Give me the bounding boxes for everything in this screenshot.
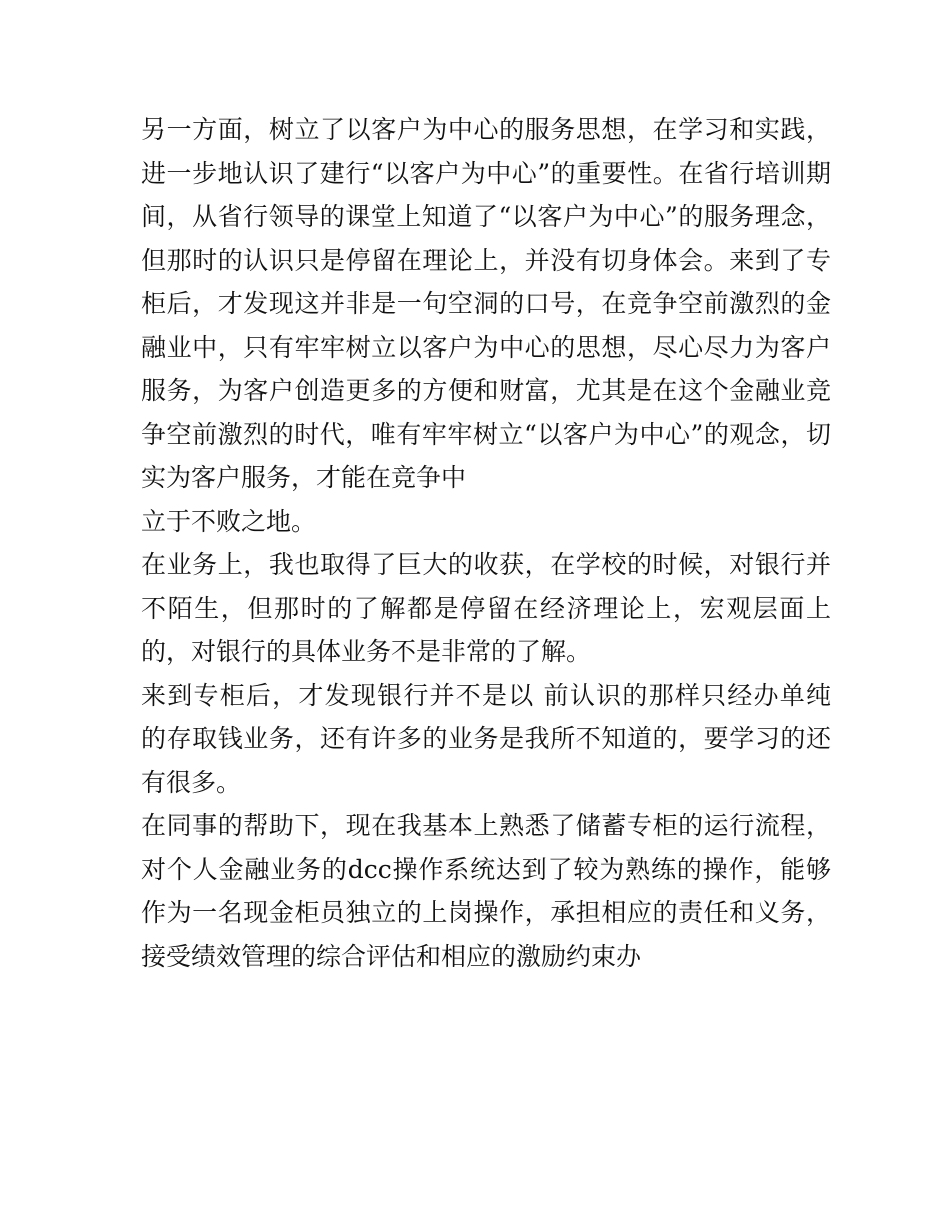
text-line: 融业中，只有牢牢树立以客户为中心的思想，尽心尽力为客户 [141,332,831,362]
text-line: 对个人金融业务的dcc操作系统达到了较为熟练的操作，能够 [141,854,831,884]
text-line: 柜后，才发现这并非是一句空洞的口号，在竞争空前激烈的金 [141,289,831,318]
text-line: 有很多。 [141,767,242,797]
text-line: 在同事的帮助下，现在我基本上熟悉了储蓄专柜的运行流程， [141,811,831,840]
text-line: 但那时的认识只是停留在理论上，并没有切身体会。来到了专 [141,245,831,275]
text-line: 来到专柜后，才发现银行并不是以 前认识的那样只经办单纯 [141,680,831,710]
text-line: 实为客户服务，才能在竞争中 [141,463,467,492]
document-body [141,108,831,978]
text-line: 另一方面，树立了以客户为中心的服务思想，在学习和实践， [141,115,831,144]
text-line: 在业务上，我也取得了巨大的收获，在学校的时候，对银行并 [141,550,831,579]
text-line: 争空前激烈的时代，唯有牢牢树立“以客户为中心”的观念，切 [141,419,831,449]
text-line: 的存取钱业务，还有许多的业务是我所不知道的，要学习的还 [141,724,831,753]
text-line: 作为一名现金柜员独立的上岗操作，承担相应的责任和义务， [141,898,831,927]
text-line: 间，从省行领导的课堂上知道了“以客户为中心”的服务理念， [141,202,831,231]
text-line: 立于不败之地。 [141,506,317,536]
text-line: 服务，为客户创造更多的方便和财富，尤其是在这个金融业竞 [141,376,831,405]
text-line: 进一步地认识了建行“以客户为中心”的重要性。在省行培训期 [141,158,831,188]
text-line: 接受绩效管理的综合评估和相应的激励约束办 [141,941,642,971]
text-line: 不陌生，但那时的了解都是停留在经济理论上，宏观层面上 [141,593,831,623]
text-line: 的，对银行的具体业务不是非常的了解。 [141,637,592,666]
